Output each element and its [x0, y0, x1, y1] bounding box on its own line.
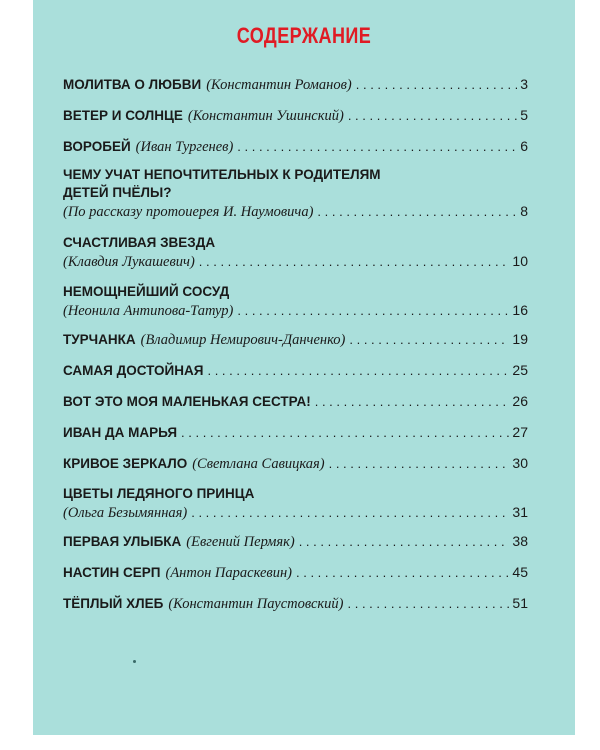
entry-page-number: 51	[512, 595, 528, 611]
entry-title: ВЕТЕР И СОЛНЦЕ	[63, 108, 183, 123]
entry-title: СЧАСТЛИВАЯ ЗВЕЗДА	[63, 235, 216, 250]
entry-page-number: 26	[512, 393, 528, 409]
entry-author: (Константин Паустовский)	[168, 596, 344, 612]
entry-page-number: 31	[512, 504, 528, 520]
dot-leader	[344, 595, 510, 613]
dot-leader	[325, 455, 510, 473]
entry-author: (Неонила Антипова-Татур)	[63, 303, 234, 319]
dot-leader	[177, 424, 509, 442]
toc-entry	[63, 234, 528, 271]
entry-page-number: 8	[520, 203, 528, 219]
entry-author: (Владимир Немирович-Данченко)	[140, 332, 346, 348]
dot-leader	[345, 331, 509, 349]
dot-leader	[292, 564, 509, 582]
entry-author: (Евгений Пермяк)	[186, 534, 295, 550]
dot-leader	[203, 362, 509, 380]
dot-leader	[233, 138, 517, 156]
entry-page-number: 16	[512, 302, 528, 318]
dot-leader	[352, 76, 517, 94]
entry-title-line: ДЕТЕЙ ПЧЁЛЫ?	[63, 185, 172, 200]
toc-entry	[63, 423, 528, 442]
entry-author: (Светлана Савицкая)	[192, 456, 325, 472]
dot-leader	[233, 302, 509, 320]
page-title: СОДЕРЖАНИЕ	[236, 23, 372, 48]
toc-entry	[63, 392, 528, 411]
entry-author: (По рассказу протоиерея И. Наумовича)	[63, 204, 314, 220]
entry-page-number: 10	[512, 253, 528, 269]
toc-entry	[63, 330, 528, 349]
toc-entry	[63, 283, 528, 320]
entry-title: ВОТ ЭТО МОЯ МАЛЕНЬКАЯ СЕСТРА!	[63, 394, 311, 409]
entry-title: ИВАН ДА МАРЬЯ	[63, 425, 178, 440]
entry-title-line: ЧЕМУ УЧАТ НЕПОЧТИТЕЛЬНЫХ К РОДИТЕЛЯМ	[63, 167, 381, 182]
entry-title: САМАЯ ДОСТОЙНАЯ	[63, 363, 204, 378]
book-page	[33, 0, 575, 735]
entry-author: (Иван Тургенев)	[135, 139, 234, 155]
toc-entry	[63, 137, 528, 156]
dot-leader	[187, 504, 509, 522]
entry-title: ЦВЕТЫ ЛЕДЯНОГО ПРИНЦА	[63, 486, 255, 501]
entry-page-number: 38	[512, 533, 528, 549]
entry-author: (Антон Параскевин)	[165, 565, 292, 581]
entry-page-number: 27	[512, 424, 528, 440]
entry-title: ТЁПЛЫЙ ХЛЕБ	[63, 596, 164, 611]
entry-author: (Ольга Безымянная)	[63, 505, 188, 521]
toc-entry	[63, 454, 528, 473]
toc-entry	[63, 532, 528, 551]
entry-title: НЕМОЩНЕЙШИЙ СОСУД	[63, 284, 230, 299]
dot-leader	[295, 533, 510, 551]
entry-title: НАСТИН СЕРП	[63, 565, 161, 580]
entry-title: ТУРЧАНКА	[63, 332, 136, 347]
entry-page-number: 6	[520, 138, 528, 154]
toc-entry	[63, 106, 528, 125]
entry-page-number: 45	[512, 564, 528, 580]
entry-page-number: 5	[520, 107, 528, 123]
entry-title: ВОРОБЕЙ	[63, 139, 131, 154]
entry-page-number: 19	[512, 331, 528, 347]
dot-leader	[313, 203, 517, 221]
dot-leader	[311, 393, 510, 411]
entry-title: МОЛИТВА О ЛЮБВИ	[63, 77, 202, 92]
toc-entry	[63, 485, 528, 522]
entry-title: ПЕРВАЯ УЛЫБКА	[63, 534, 182, 549]
dot-leader	[195, 253, 510, 271]
print-speck	[133, 660, 136, 663]
toc-entry	[63, 563, 528, 582]
dot-leader	[344, 107, 517, 125]
entry-page-number: 30	[512, 455, 528, 471]
entry-author: (Константин Ушинский)	[187, 108, 344, 124]
entry-title: КРИВОЕ ЗЕРКАЛО	[63, 456, 188, 471]
toc-entry	[63, 75, 528, 94]
entry-page-number: 3	[520, 76, 528, 92]
entry-page-number: 25	[512, 362, 528, 378]
toc-entry	[63, 594, 528, 613]
entry-author: (Константин Романов)	[206, 77, 352, 93]
entry-author: (Клавдия Лукашевич)	[63, 254, 195, 270]
toc-entry	[63, 361, 528, 380]
toc-entry	[63, 166, 528, 221]
